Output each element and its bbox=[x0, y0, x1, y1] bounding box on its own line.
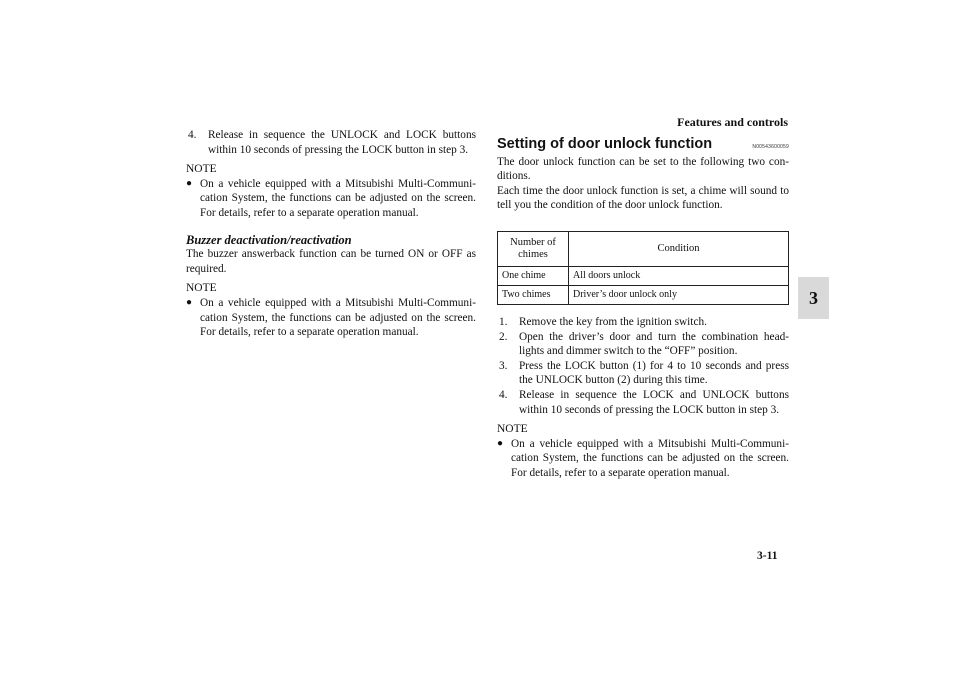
note-item bbox=[186, 177, 476, 221]
step-number: 1. bbox=[499, 315, 508, 328]
section-code: N00543600059 bbox=[752, 144, 789, 150]
right-column bbox=[497, 128, 789, 481]
step-text: Release in sequence the UNLOCK and LOCK buttons within 10 seconds of pressing the LOCK button in step 3. bbox=[208, 129, 476, 156]
table-header-row bbox=[498, 231, 789, 266]
table-cell: Driver’s door unlock only bbox=[569, 285, 789, 304]
table-header-cell: Condition bbox=[569, 231, 789, 266]
paragraph: The door unlock function can be set to the following two con-ditions. bbox=[497, 155, 789, 183]
note-text: On a vehicle equipped with a Mitsubishi Multi-Communi-cation System, the functions can be adjusted on the screen. For details, refer to a separate operation manual. bbox=[200, 296, 476, 339]
table-header-cell: Number of chimes bbox=[498, 231, 569, 266]
table-row bbox=[498, 266, 789, 285]
table-cell: All doors unlock bbox=[569, 266, 789, 285]
step-number: 3. bbox=[499, 359, 508, 372]
paragraph: The buzzer answerback function can be turned ON or OFF as required. bbox=[186, 248, 476, 275]
step-item bbox=[497, 388, 789, 417]
note-item bbox=[497, 437, 789, 481]
step-text: Remove the key from the ignition switch. bbox=[519, 315, 707, 328]
note-item bbox=[186, 296, 476, 340]
step-text: Release in sequence the LOCK and UNLOCK buttons within 10 seconds of pressing the LOCK button in step 3. bbox=[519, 388, 789, 416]
note-label: NOTE bbox=[186, 163, 217, 176]
step-number: 4. bbox=[188, 129, 197, 141]
chime-table bbox=[497, 231, 789, 305]
page-number: 3-11 bbox=[757, 550, 778, 562]
step-text: Press the LOCK button (1) for 4 to 10 seconds and press the UNLOCK button (2) during this time. bbox=[519, 359, 789, 387]
note-label: NOTE bbox=[186, 282, 217, 295]
step-item bbox=[497, 359, 789, 388]
bullet-icon: ● bbox=[186, 177, 193, 189]
note-text: On a vehicle equipped with a Mitsubishi Multi-Communi-cation System, the functions can be adjusted on the screen. For details, refer to a separate operation manual. bbox=[200, 177, 476, 219]
step-list bbox=[497, 315, 789, 417]
table-cell: Two chimes bbox=[498, 285, 569, 304]
chapter-number: 3 bbox=[809, 287, 818, 308]
table-row bbox=[498, 285, 789, 304]
chapter-tab bbox=[798, 277, 829, 319]
bullet-icon: ● bbox=[186, 296, 193, 308]
note-label: NOTE bbox=[497, 423, 528, 436]
step-item bbox=[186, 128, 476, 157]
table-cell: One chime bbox=[498, 266, 569, 285]
left-column bbox=[186, 128, 476, 340]
subheading: Buzzer deactivation/reactivation bbox=[186, 232, 352, 247]
step-number: 4. bbox=[499, 388, 508, 401]
step-text: Open the driver’s door and turn the combination head-lights and dimmer switch to the “OFF” position. bbox=[519, 330, 789, 358]
running-header: Features and controls bbox=[677, 115, 788, 129]
section-title-text: Setting of door unlock function bbox=[497, 136, 713, 152]
step-item bbox=[497, 315, 789, 330]
bullet-icon: ● bbox=[497, 437, 504, 449]
paragraph: Each time the door unlock function is set, a chime will sound to tell you the condition of the door unlock function. bbox=[497, 184, 789, 212]
note-text: On a vehicle equipped with a Mitsubishi Multi-Communi-cation System, the functions can be adjusted on the screen. For details, refer to a separate operation manual. bbox=[511, 437, 789, 479]
step-number: 2. bbox=[499, 330, 508, 343]
section-title bbox=[497, 137, 789, 155]
step-item bbox=[497, 330, 789, 359]
